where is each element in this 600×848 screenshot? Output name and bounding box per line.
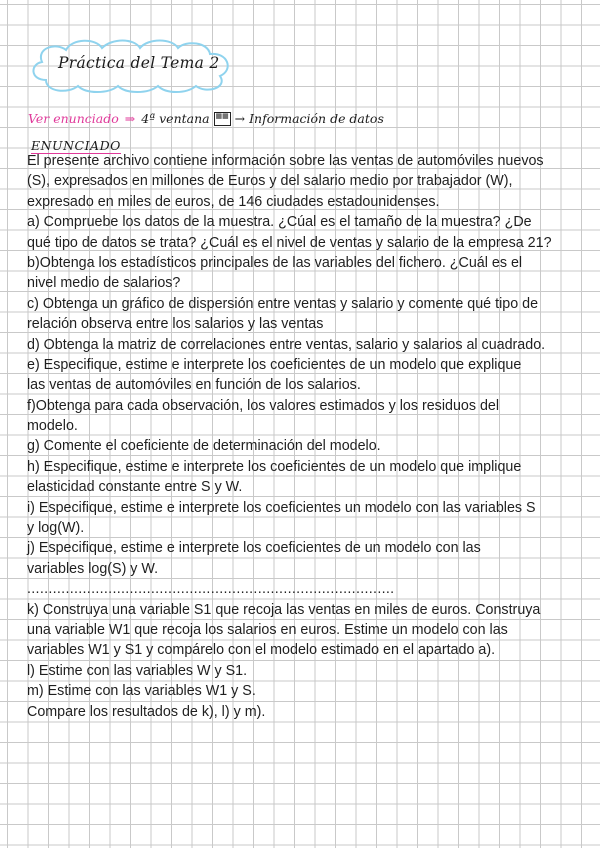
section-heading: ENUNCIADO	[31, 138, 121, 153]
statement-line: una variable W1 que recoja los salarios en euros. Estime un modelo con las	[27, 621, 508, 638]
statement-line: m) Estime con las variables W1 y S.	[27, 683, 256, 700]
page-title: Práctica del Tema 2	[58, 54, 220, 72]
statement-line: g) Comente el coeficiente de determinación del modelo.	[27, 438, 381, 455]
statement-line: modelo.	[27, 418, 78, 435]
statement-line: expresado en miles de euros, de 146 ciudades estadounidenses.	[27, 193, 440, 210]
statement-line: y log(W).	[27, 520, 85, 537]
statement-line: d) Obtenga la matriz de correlaciones entre ventas, salario y salarios al cuadrado.	[27, 336, 546, 353]
statement-line: b)Obtenga los estadísticos principales de las variables del fichero. ¿Cuál es el	[27, 254, 523, 271]
statement-line: e) Especifique, estime e interprete los coeficientes de un modelo que explique	[27, 356, 522, 373]
statement-line: c) Obtenga un gráfico de dispersión entre ventas y salario y comente qué tipo de	[27, 295, 539, 312]
statement-line: elasticidad constante entre S y W.	[27, 479, 243, 496]
statement-line: l) Estime con las variables W y S1.	[27, 662, 248, 679]
statement-line: k) Construya una variable S1 que recoja las ventas en miles de euros. Construya	[27, 601, 541, 618]
dotted-separator: ......................................................................................	[27, 581, 395, 598]
arrow-icon: →	[234, 111, 246, 126]
statement-line: h) Especifique, estime e interprete los coeficientes de un modelo que implique	[27, 458, 522, 475]
info-text: Información de datos	[249, 111, 384, 126]
pink-arrow-icon: ⇒	[124, 111, 136, 126]
tab-text: 4ª ventana	[141, 111, 210, 126]
statement-line: i) Especifique, estime e interprete los coeficientes un modelo con las variables S	[27, 499, 536, 516]
statement-line: Compare los resultados de k), l) y m).	[27, 703, 266, 720]
statement-line: j) Especifique, estime e interprete los coeficientes de un modelo con las	[27, 540, 481, 557]
statement-line: qué tipo de datos se trata? ¿Cuál es el nivel de ventas y salario de la empresa 21?	[27, 234, 552, 251]
statement-line: variables log(S) y W.	[27, 560, 159, 577]
reference-note	[28, 111, 384, 126]
statement-line: relación observa entre los salarios y las ventas	[27, 316, 324, 333]
see-statement-text: Ver enunciado	[28, 111, 119, 126]
data-grid-icon: ▦▦	[214, 112, 231, 126]
statement-line: variables W1 y S1 y compárelo con el modelo estimado en el apartado a).	[27, 642, 496, 659]
statement-line: las ventas de automóviles en función de los salarios.	[27, 377, 361, 394]
statement-line: nivel medio de salarios?	[27, 275, 181, 292]
statement-line: El presente archivo contiene información sobre las ventas de automóviles nuevos	[27, 153, 544, 169]
statement-body	[27, 151, 587, 722]
statement-line: f)Obtenga para cada observación, los valores estimados y los residuos del	[27, 397, 500, 414]
statement-line: (S), expresados en millones de Euros y del salario medio por trabajador (W),	[27, 173, 513, 190]
statement-line: a) Compruebe los datos de la muestra. ¿Cúal es el tamaño de la muestra? ¿De	[27, 214, 532, 231]
